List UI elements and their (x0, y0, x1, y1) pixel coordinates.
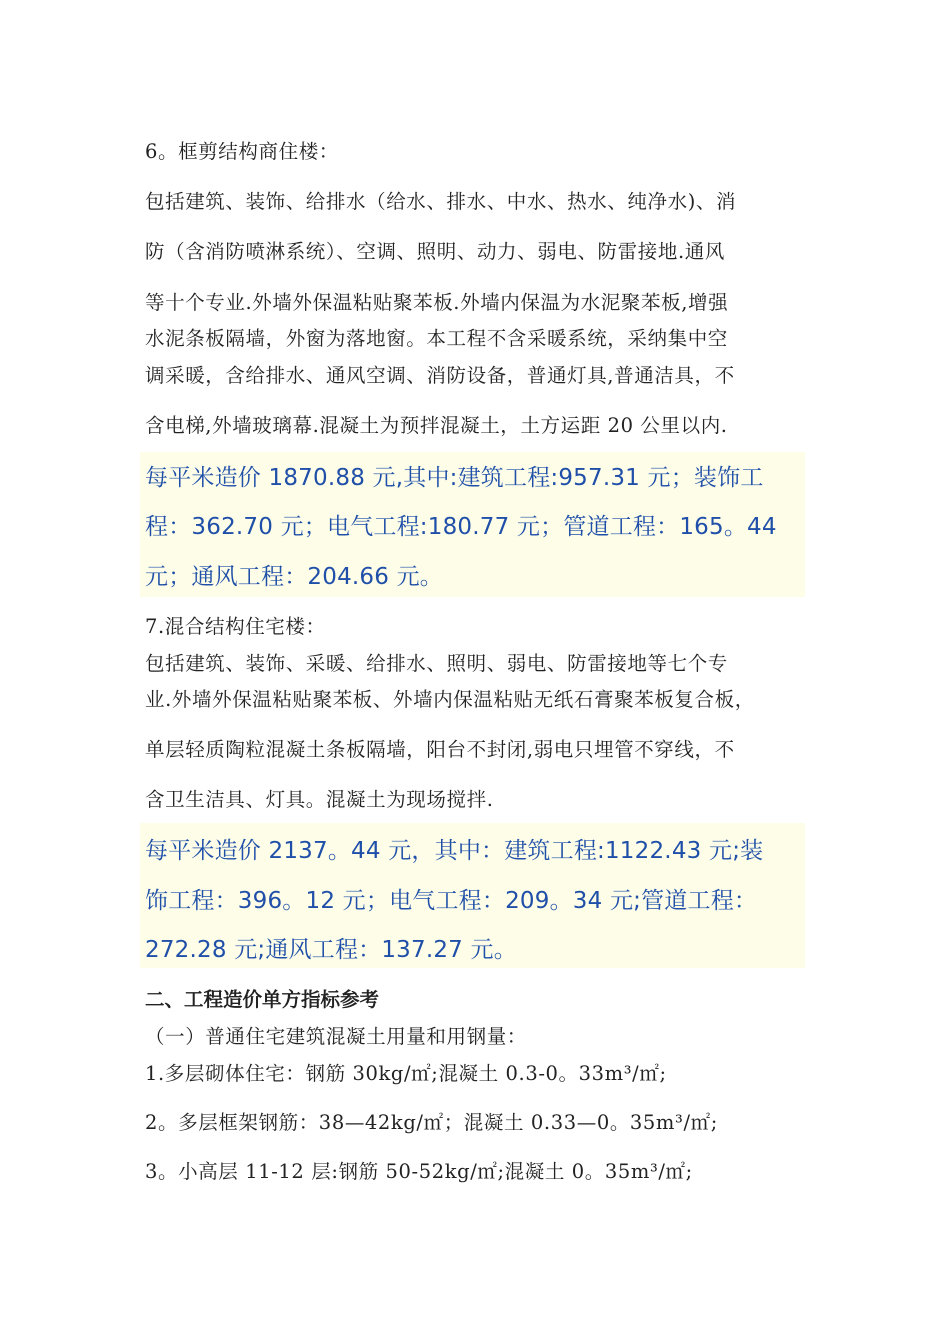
part2-heading: 二、工程造价单方指标参考 (145, 988, 380, 1011)
section6-title: 6。框剪结构商住楼： (145, 140, 339, 163)
section7-cost-line-2: 饰工程：396。12 元；电气工程：209。34 元;管道工程： (145, 888, 758, 914)
section7-cost-line-1: 每平米造价 2137。44 元，其中：建筑工程:1122.43 元;装 (145, 838, 764, 864)
section6-line-1: 包括建筑、装饰、给排水（给水、排水、中水、热水、纯净水)、消 (145, 190, 737, 213)
part2-item-2: 2。多层框架钢筋：38—42kg/㎡；混凝土 0.33—0。35m³/㎡; (145, 1111, 718, 1134)
part2-item-3: 3。小高层 11-12 层:钢筋 50-52kg/㎡;混凝土 0。35m³/㎡; (145, 1160, 693, 1183)
section6-line-4: 水泥条板隔墙，外窗为落地窗。本工程不含采暖系统，采纳集中空 (145, 327, 728, 350)
section6-line-3: 等十个专业.外墙外保温粘贴聚苯板.外墙内保温为水泥聚苯板,增强 (145, 291, 729, 314)
section6-cost-line-2: 程：362.70 元；电气工程:180.77 元；管道工程：165。44 (145, 514, 777, 540)
part2-subheading: （一）普通住宅建筑混凝土用量和用钢量： (145, 1025, 527, 1048)
section7-line-2: 业.外墙外保温粘贴聚苯板、外墙内保温粘贴无纸石膏聚苯板复合板， (145, 688, 755, 711)
section6-line-2: 防（含消防喷淋系统）、空调、照明、动力、弱电、防雷接地.通风 (145, 240, 725, 263)
section7-line-3: 单层轻质陶粒混凝土条板隔墙，阳台不封闭,弱电只埋管不穿线，不 (145, 738, 735, 761)
section6-cost-line-1: 每平米造价 1870.88 元,其中:建筑工程:957.31 元；装饰工 (145, 465, 764, 491)
section6-line-5: 调采暖，含给排水、通风空调、消防设备，普通灯具,普通洁具，不 (145, 364, 735, 387)
section6-line-6: 含电梯,外墙玻璃幕.混凝土为预拌混凝土，土方运距 20 公里以内. (145, 414, 728, 437)
part2-item-1: 1.多层砌体住宅：钢筋 30kg/㎡;混凝土 0.3-0。33m³/㎡; (145, 1062, 667, 1085)
section6-cost-line-3: 元；通风工程：204.66 元。 (145, 564, 443, 590)
section7-line-4: 含卫生洁具、灯具。混凝土为现场搅拌. (145, 788, 494, 811)
section7-cost-line-3: 272.28 元;通风工程：137.27 元。 (145, 937, 517, 963)
section7-line-1: 包括建筑、装饰、采暖、给排水、照明、弱电、防雷接地等七个专 (145, 652, 728, 675)
section7-title: 7.混合结构住宅楼： (145, 615, 326, 638)
